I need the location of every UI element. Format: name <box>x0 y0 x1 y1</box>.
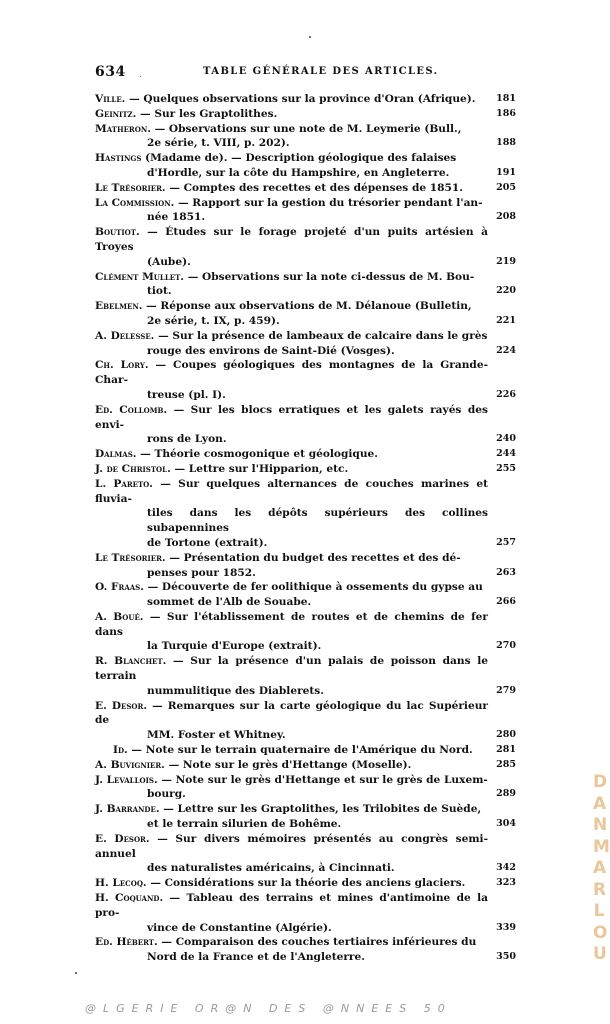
entry-first-line <box>95 774 488 786</box>
entry-title-line: nummulitique des Diablerets. <box>147 684 324 697</box>
toc-entry <box>95 654 520 698</box>
entry-text <box>95 329 520 359</box>
entry-author: O. Fraas. <box>95 581 144 594</box>
entry-text <box>95 403 520 447</box>
entry-author: Ed. Hébert. <box>95 936 158 949</box>
entry-page-number: 281 <box>496 744 516 756</box>
entry-author: E. Desor. <box>95 699 148 712</box>
entry-title-line: Nord de la France et de l'Angleterre. <box>147 951 365 964</box>
entry-page-number: 350 <box>496 951 516 963</box>
entry-title-line: des naturalistes américains, à Cincinnati. <box>147 862 395 875</box>
toc-entry <box>95 358 520 402</box>
entry-text <box>95 299 520 329</box>
entry-text <box>95 773 520 803</box>
entry-text <box>95 270 520 300</box>
entry-title-line: rons de Lyon. <box>147 433 227 446</box>
entry-title-line: — Théorie cosmogonique et géologique. <box>140 448 378 461</box>
entry-page-number: 220 <box>496 285 516 297</box>
entry-text <box>95 551 520 581</box>
toc-entry <box>95 802 520 832</box>
toc-entry <box>95 743 520 758</box>
entry-author: H. Coquand. <box>95 892 164 905</box>
entry-page-number: 181 <box>496 93 516 104</box>
entry-author: J. Barrande. <box>95 803 160 816</box>
entry-text <box>95 832 520 876</box>
toc-entry <box>95 181 520 196</box>
entry-first-line <box>95 877 465 889</box>
entry-title-line: vince de Constantine (Algérie). <box>147 921 332 934</box>
entry-author: Id. <box>113 744 128 757</box>
entry-title-line: — Lettre sur les Graptolithes, les Trilobites de Suède, <box>163 803 482 816</box>
table-of-articles <box>95 92 520 965</box>
entry-title-line: (Madame de). — Description géologique des falaises <box>145 152 457 165</box>
entry-page-number: 280 <box>496 729 516 741</box>
entry-author: Ebelmen. <box>95 300 143 313</box>
entry-title-line: bourg. <box>147 788 186 801</box>
entry-title-line: 2e série, t. IX, p. 459). <box>147 314 280 327</box>
entry-title-line: — Considérations sur la théorie des anciens glaciers. <box>150 877 466 890</box>
entry-title-line: (Aube). <box>147 255 191 268</box>
entry-text <box>95 225 520 269</box>
toc-entry <box>95 107 520 122</box>
entry-text <box>95 654 520 698</box>
entry-text <box>95 743 520 758</box>
entry-text <box>95 92 520 107</box>
entry-first-line <box>95 581 483 593</box>
entry-title-line: — Quelques observations sur la province d'Oran (Afrique). <box>129 93 476 105</box>
entry-author: E. Desor. <box>95 832 150 845</box>
entry-title-line: MM. Foster et Whitney. <box>147 729 286 742</box>
entry-page-number: 226 <box>496 388 516 400</box>
entry-text <box>95 891 520 935</box>
entry-first-line <box>95 330 488 342</box>
toc-entry <box>95 122 520 152</box>
toc-entry <box>95 462 520 477</box>
entry-title-line: — Découverte de fer oolithique à ossements du gypse au <box>147 581 483 594</box>
paper-speck <box>309 36 311 38</box>
entry-author: Ch. Lory. <box>95 359 149 372</box>
toc-entry <box>95 876 520 891</box>
entry-title-line: — Rapport sur la gestion du trésorier pendant l'an- <box>178 196 483 209</box>
entry-page-number: 208 <box>496 211 516 223</box>
entry-text <box>95 151 520 181</box>
entry-author: Ed. Collomb. <box>95 403 168 416</box>
entry-first-line <box>95 108 277 120</box>
entry-page-number: 240 <box>496 433 516 445</box>
entry-page-number: 279 <box>496 684 516 696</box>
entry-page-number: 323 <box>496 877 516 889</box>
entry-author: Geinitz. <box>95 107 137 120</box>
entry-title-line: — Sur les Graptolithes. <box>140 107 278 120</box>
paper-speck <box>75 972 77 974</box>
toc-entry <box>95 610 520 654</box>
entry-author: R. Blanchet. <box>95 655 167 668</box>
toc-entry <box>95 699 520 743</box>
entry-page-number: 219 <box>496 255 516 267</box>
entry-page-number: 205 <box>496 181 516 193</box>
entry-author: Le Trésorier. <box>95 181 166 194</box>
entry-title-line: — Comparaison des couches tertiaires inférieures du <box>161 936 477 949</box>
side-watermark: DANMARLOU <box>593 772 610 964</box>
toc-entry <box>95 891 520 935</box>
entry-author: J. Levallois. <box>95 773 158 786</box>
entry-title-line: — Sur les blocs erratiques et les galets rayés des envi- <box>95 403 488 431</box>
toc-entry <box>95 299 520 329</box>
entry-title-line: penses pour 1852. <box>147 566 256 579</box>
entry-page-number: 257 <box>496 536 516 548</box>
entry-title-line: — Sur la présence d'un palais de poisson dans le terrain <box>95 655 488 683</box>
entry-page-number: 339 <box>496 921 516 933</box>
entry-page-number: 191 <box>496 166 516 178</box>
entry-text <box>95 122 520 152</box>
entry-text <box>95 876 520 891</box>
entry-title-line: — Note sur le grès d'Hettange et sur le grès de Luxem- <box>161 773 488 786</box>
entry-text <box>95 358 520 402</box>
entry-title-line: née 1851. <box>147 211 206 224</box>
entry-title-line: — Tableau des terrains et mines d'antimoine de la pro- <box>95 892 488 919</box>
entry-text <box>95 935 520 965</box>
entry-first-line <box>95 803 481 815</box>
entry-first-line <box>95 655 488 682</box>
entry-author: Clément Mullet. <box>95 270 184 283</box>
toc-entry <box>95 477 520 551</box>
entry-title-line: rouge des environs de Saint-Dié (Vosges). <box>147 344 395 357</box>
entry-first-line <box>95 892 488 919</box>
toc-entry <box>95 403 520 447</box>
entry-first-line <box>95 271 474 283</box>
entry-page-number: 186 <box>496 107 516 119</box>
entry-title-line: tiles dans les dépôts supérieurs des collines subapennines <box>147 507 488 535</box>
entry-page-number: 263 <box>496 566 516 578</box>
entry-first-line <box>113 744 473 756</box>
entry-page-number: 221 <box>496 314 516 326</box>
entry-title-line: — Remarques sur la carte géologique du lac Supérieur de <box>95 699 488 727</box>
entry-title-line: — Observations sur la note ci-dessus de M. Bou- <box>187 270 475 283</box>
entry-author: Le Trésorier. <box>95 551 166 564</box>
entry-title-line: — Sur la présence de lambeaux de calcaire dans le grès <box>158 329 488 342</box>
entry-text <box>95 447 520 462</box>
entry-author: Boutiot. <box>95 226 140 239</box>
entry-page-number: 304 <box>496 818 516 830</box>
entry-text <box>95 462 520 477</box>
entry-text <box>95 758 520 773</box>
entry-title-line: — Études sur le forage projeté d'un puits artésien à Troyes <box>95 226 488 253</box>
entry-title-line: — Lettre sur l'Hipparion, etc. <box>174 462 349 475</box>
entry-page-number: 342 <box>496 862 516 874</box>
entry-page-number: 255 <box>496 462 516 474</box>
paper-speck <box>140 76 141 77</box>
entry-page-number: 289 <box>496 788 516 800</box>
entry-author: Dalmas. <box>95 448 137 461</box>
entry-title-line: tiot. <box>147 285 172 298</box>
toc-entry <box>95 196 520 226</box>
entry-title-line: de Tortone (extrait). <box>147 536 268 549</box>
entry-page-number: 270 <box>496 640 516 652</box>
entry-title-line: — Sur divers mémoires présentés au congrès semi-annuel <box>95 832 488 860</box>
entry-page-number: 188 <box>496 137 516 149</box>
entry-author: La Commission. <box>95 196 175 209</box>
entry-text <box>95 802 520 832</box>
entry-author: A. Buvignier. <box>95 758 165 771</box>
entry-title-line: — Observations sur une note de M. Leymerie (Bull., <box>154 122 462 135</box>
toc-entry <box>95 580 520 610</box>
entry-text <box>95 580 520 610</box>
entry-first-line <box>95 152 456 164</box>
entry-title-line: — Note sur le terrain quaternaire de l'Amérique du Nord. <box>131 744 473 757</box>
entry-first-line <box>95 463 348 475</box>
entry-title-line: — Coupes géologiques des montagnes de la Grande-Char- <box>95 359 488 387</box>
entry-first-line <box>95 123 461 135</box>
entry-title-line: — Présentation du budget des recettes et des dé- <box>169 551 461 564</box>
entry-title-line: sommet de l'Alb de Souabe. <box>147 596 312 609</box>
entry-page-number: 244 <box>496 448 516 460</box>
toc-entry <box>95 935 520 965</box>
entry-first-line <box>95 833 488 860</box>
entry-title-line: — Sur quelques alternances de couches marines et fluvia- <box>95 477 488 505</box>
entry-author: J. de Christol. <box>95 462 171 475</box>
entry-first-line <box>95 611 488 638</box>
entry-first-line <box>95 226 488 253</box>
entry-text <box>95 477 520 551</box>
toc-entry <box>95 270 520 300</box>
entry-text <box>95 610 520 654</box>
entry-first-line <box>95 759 411 771</box>
entry-author: L. Pareto. <box>95 477 153 490</box>
toc-entry <box>95 225 520 269</box>
toc-entry <box>95 832 520 876</box>
entry-author: Ville. <box>95 93 126 105</box>
entry-first-line <box>95 182 463 194</box>
page-number: 634 <box>95 64 126 80</box>
entry-page-number: 266 <box>496 596 516 608</box>
bottom-watermark: @LGERIE OR@N DES @NNEES 50 <box>85 1002 452 1015</box>
entry-title-line: 2e série, t. VIII, p. 202). <box>147 137 290 150</box>
entry-text <box>95 107 520 122</box>
entry-page-number: 285 <box>496 758 516 770</box>
entry-title-line: treuse (pl. I). <box>147 388 226 401</box>
entry-first-line <box>95 93 475 105</box>
entry-first-line <box>95 359 488 386</box>
entry-author: A. Boué. <box>95 610 144 623</box>
entry-first-line <box>95 197 483 209</box>
toc-entry <box>95 92 520 107</box>
entry-author: Hastings <box>95 152 142 165</box>
entry-text <box>95 699 520 743</box>
entry-text <box>95 181 520 196</box>
entry-first-line <box>95 478 488 505</box>
entry-title-line: — Comptes des recettes et des dépenses de 1851. <box>169 181 463 194</box>
entry-author: H. Lecoq. <box>95 877 147 890</box>
toc-entry <box>95 758 520 773</box>
page-header <box>95 66 495 84</box>
entry-author: A. Delesse. <box>95 329 155 342</box>
entry-title-line: — Sur l'établissement de routes et de chemins de fer dans <box>95 610 488 638</box>
entry-title-line: et le terrain silurien de Bohême. <box>147 818 342 831</box>
entry-first-line <box>95 700 488 727</box>
entry-page-number: 224 <box>496 344 516 356</box>
entry-title-line: — Réponse aux observations de M. Délanoue (Bulletin, <box>146 300 472 313</box>
entry-first-line <box>95 448 378 460</box>
running-title: TABLE GÉNÉRALE DES ARTICLES. <box>203 66 439 77</box>
entry-title-line: d'Hordle, sur la côte du Hampshire, en Angleterre. <box>147 166 450 179</box>
entry-title-line: la Turquie d'Europe (extrait). <box>147 640 322 653</box>
entry-title-line: — Note sur le grès d'Hettange (Moselle). <box>168 758 412 771</box>
entry-first-line <box>95 936 476 948</box>
toc-entry <box>95 773 520 803</box>
toc-entry <box>95 551 520 581</box>
toc-entry <box>95 447 520 462</box>
entry-first-line <box>95 404 488 431</box>
entry-author: Matheron. <box>95 122 151 135</box>
entry-first-line <box>95 552 461 564</box>
toc-entry <box>95 151 520 181</box>
entry-text <box>95 196 520 226</box>
toc-entry <box>95 329 520 359</box>
entry-first-line <box>95 300 472 312</box>
